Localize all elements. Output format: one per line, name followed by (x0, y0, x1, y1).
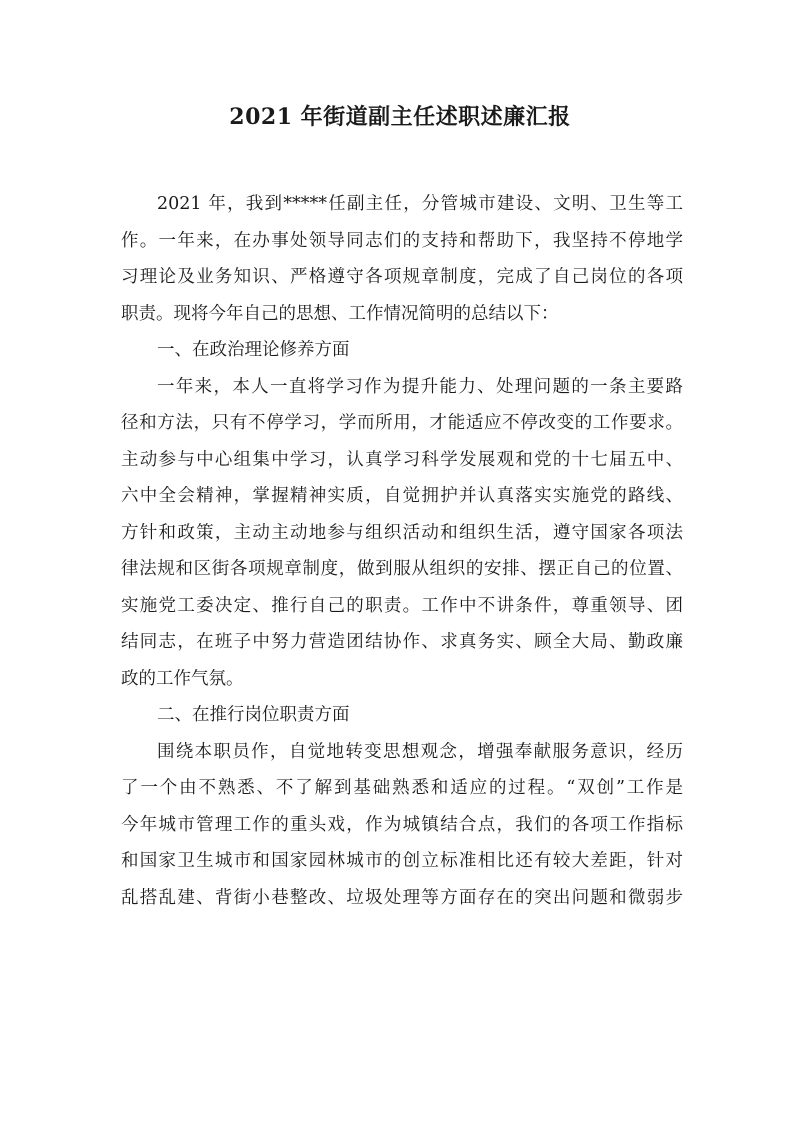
document-body (121, 186, 683, 916)
paragraph-line: 律法规和区街各项规章制度，做到服从组织的安排、摆正自己的位置、 (121, 559, 683, 579)
paragraph-line: 径和方法，只有不停学习，学而所用，才能适应不停改变的工作要求。 (121, 413, 683, 433)
paragraph-line: 一年来，本人一直将学习作为提升能力、处理问题的一条主要路 (157, 376, 683, 397)
document-title: 2021 年街道副主任述职述廉汇报 (229, 104, 571, 130)
paragraph-line: 六中全会精神，掌握精神实质，自觉拥护并认真落实实施党的路线、 (121, 486, 683, 506)
section-heading: 一、在政治理论修养方面 (157, 340, 350, 360)
paragraph-line: 实施党工委决定、推行自己的职责。工作中不讲条件，尊重领导、团 (121, 595, 683, 616)
paragraph-line: 乱搭乱建、背街小巷整改、垃圾处理等方面存在的突出问题和微弱步 (121, 887, 683, 908)
paragraph-line: 了一个由不熟悉、不了解到基础熟悉和适应的过程。“双创”工作是 (121, 778, 683, 798)
section-heading: 二、在推行岗位职责方面 (157, 705, 350, 725)
paragraph-line: 和国家卫生城市和国家园林城市的创立标准相比还有较大差距，针对 (121, 851, 683, 871)
paragraph-line: 主动参与中心组集中学习，认真学习科学发展观和党的十七届五中、 (121, 449, 683, 470)
paragraph-line: 结同志，在班子中努力营造团结协作、求真务实、顾全大局、勤政廉 (121, 632, 683, 652)
paragraph-line: 作。一年来，在办事处领导同志们的支持和帮助下，我坚持不停地学 (121, 230, 683, 251)
paragraph-line: 方针和政策，主动主动地参与组织活动和组织生活，遵守国家各项法 (121, 522, 683, 543)
paragraph-line: 政的工作气氛。 (121, 668, 244, 689)
paragraph-line: 今年城市管理工作的重头戏，作为城镇结合点，我们的各项工作指标 (121, 814, 683, 835)
paragraph-line: 习理论及业务知识、严格遵守各项规章制度，完成了自己岗位的各项 (121, 267, 683, 287)
paragraph-line: 围绕本职员作，自觉地转变思想观念，增强奉献服务意识，经历 (157, 741, 683, 762)
paragraph-line: 职责。现将今年自己的思想、工作情况简明的总结以下： (121, 303, 559, 324)
paragraph-line: 2021 年，我到*****任副主任，分管城市建设、文明、卫生等工 (157, 194, 683, 214)
